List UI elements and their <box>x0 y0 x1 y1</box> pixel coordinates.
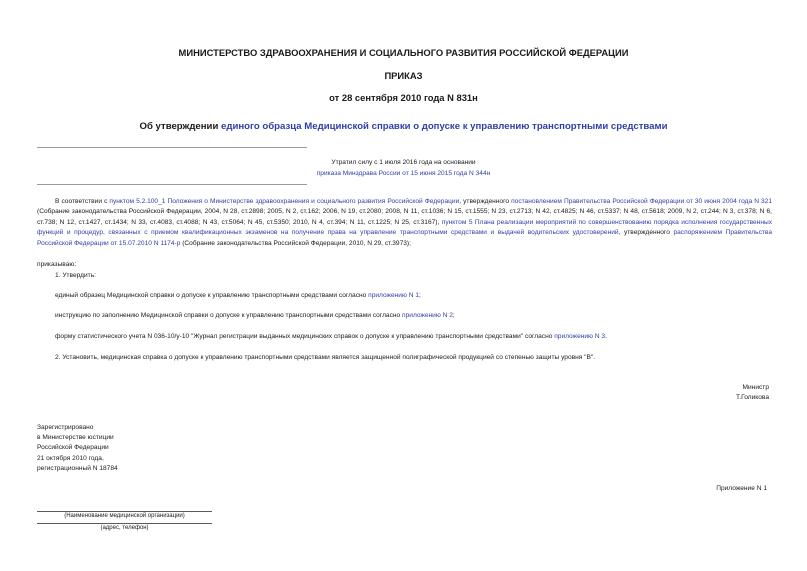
preamble-link-point[interactable]: пунктом 5.2.100_1 Положения о Министерстве здравоохранения и социального развития Российской Федерации <box>109 198 460 205</box>
item-text: инструкцию по заполнению Медицинской справки о допуске к управлению транспортными средствами согласно <box>55 312 403 319</box>
item-end: ; <box>419 292 421 299</box>
order-item-1c <box>55 332 607 342</box>
preamble-text: (Собрание законодательства Российской Федерации, 2010, N 29, ст.3973); <box>180 239 411 247</box>
order-item-1: 1. Утвердить: <box>55 272 96 279</box>
document-date-number: от 28 сентября 2010 года N 831н <box>329 92 478 103</box>
document-heading <box>0 121 807 132</box>
appendix-3-link[interactable]: приложению N 3 <box>554 333 606 340</box>
registration-block <box>37 423 118 474</box>
appendix-2-link[interactable]: приложению N 2 <box>402 312 453 319</box>
registration-line: регистрационный N 18784 <box>37 464 118 472</box>
order-item-2: 2. Установить, медицинская справка о допуске к управлению транспортными средствами является защищенной полиграфической продукцией со степенью защиты уровня "В". <box>55 354 596 361</box>
item-end: . <box>605 333 607 340</box>
appendix-1-link[interactable]: приложению N 1 <box>368 292 420 299</box>
item-end: ; <box>452 312 455 319</box>
preamble-text: (Собрание законодательства Российской Федерации, 2004, N 28, ст.2898; 2005, N 2, ст.162; 2006, N 19, ст.2080; 2008, N 11, ст.1036; N 15, ст.1555; N 23, ст.2713; N 42, ст.4825; N 46, ст.5337; N 48, ст.5618; 2009, N 2, ст.244; N 3, ст.378; N 6, ст.738; N 12, ст.1427, ст.1434; N 33, ст.4083, ст.4088; N 43, ст.5064; N 45, ст.5350; 2010, N 4, ст.394; N 11, ст.1225; N 25, ст.3167), <box>37 208 772 226</box>
status-link[interactable]: приказа Минздрава России от 15 июня 2015 года N 344н <box>316 170 491 177</box>
address-field-line <box>37 523 212 524</box>
registration-line: в Министерстве юстиции <box>37 434 114 442</box>
org-name-field-line <box>37 511 212 512</box>
heading-prefix: Об утверждении <box>139 121 222 132</box>
item-text: единый образец Медицинской справки о допуске к управлению транспортными средствами согласно <box>55 292 369 299</box>
preamble-link-decree[interactable]: постановлением Правительства Российской Федерации от 30 июня 2004 года N 321 <box>511 198 773 205</box>
signature-position: Министр <box>742 384 769 391</box>
address-caption: (адрес, телефон) <box>100 525 149 531</box>
preamble-link-plan[interactable]: пунктом 5 Плана реализации мероприятий по совершенствованию порядка исполнения государственных функций и процедур, связанных с приемом квалификационных экзаменов на получение права на управление транспортными средствами и выдачей водительских удостоверений <box>37 218 773 237</box>
org-name-caption: (Наименование медицинской организации) <box>64 513 185 519</box>
signature-block <box>736 383 769 404</box>
heading-link[interactable]: единого образца Медицинской справки о допуске к управлению транспортными средствами <box>221 121 668 132</box>
signature-name: Т.Голикова <box>735 394 769 402</box>
registration-line: Зарегистрировано <box>37 424 94 431</box>
appendix-label: Приложение N 1 <box>716 485 767 492</box>
preamble-text: , утвержденного <box>618 229 674 237</box>
ministry-title: МИНИСТЕРСТВО ЗДРАВООХРАНЕНИЯ И СОЦИАЛЬНОГО РАЗВИТИЯ РОССИЙСКОЙ ФЕДЕРАЦИИ <box>178 47 629 58</box>
status-rule-top <box>37 147 307 148</box>
preamble-text: В соответствии с <box>55 198 110 205</box>
preamble-link-order[interactable]: распоряжением Правительства Российской Федерации от 15.07.2010 N 1174-р <box>37 229 772 247</box>
status-line: Утратил силу с 1 июля 2016 года на основании <box>331 159 476 166</box>
order-item-1b <box>55 311 455 321</box>
order-item-1a <box>55 291 421 301</box>
preamble-paragraph <box>37 197 772 249</box>
order-word: приказываю: <box>37 261 77 268</box>
item-text: форму статистического учета N 036-10/у-10 "Журнал регистрации выданных медицинских справок о допуске к управлению транспортными средствами" согласно <box>55 333 555 340</box>
preamble-text: , утвержденного <box>459 198 512 205</box>
status-note <box>300 157 507 179</box>
document-type: ПРИКАЗ <box>384 70 423 81</box>
status-rule-bottom <box>37 184 307 185</box>
registration-line: 21 октября 2010 года, <box>37 454 104 462</box>
registration-line: Российской Федерации <box>37 444 109 452</box>
